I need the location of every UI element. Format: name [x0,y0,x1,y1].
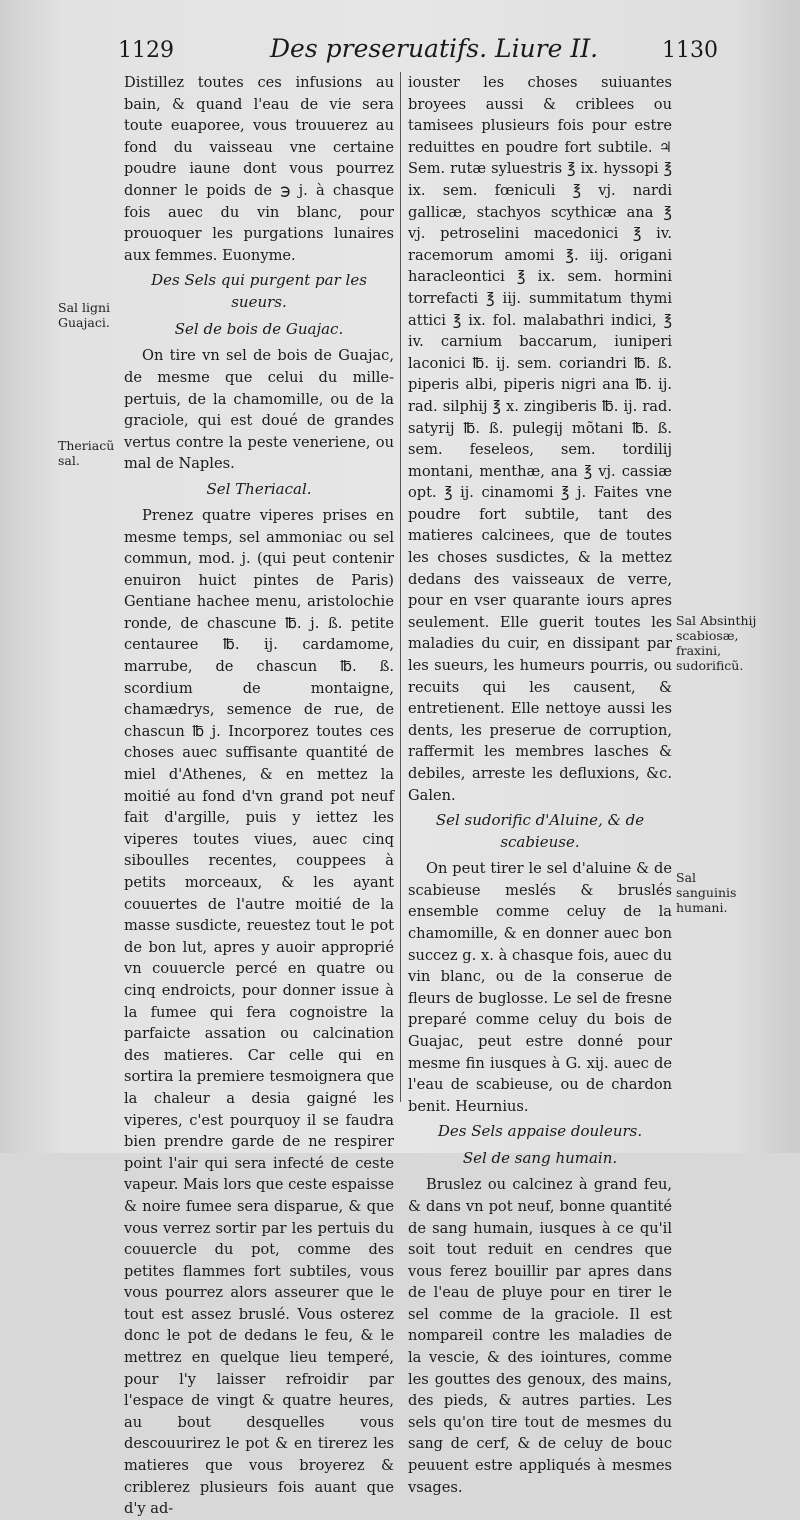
subheading-sel-guajac: Sel de bois de Guajac. [174,320,344,339]
margin-note-theriacal: Theriacũ sal. [58,438,115,468]
page-number-right: 1130 [662,38,718,63]
right-column [408,72,672,1498]
paragraph-recipe-continued: iouster les choses suiuantes broyees aussi & criblees ou tamisees plusieurs fois pour estre reduittes en poudre fort subtile. ♃ Sem. rutæ syluestris ℥ ix. hyssopi ℥ ix. sem. fœniculi ℥ vj. nardi gallicæ, stachyos scythicæ ana ℥ vj. petroselini macedonici ℥ iv. racemorum amomi ℥. iij. origani haracleontici ℥ ix. sem. hormini torrefacti ℥ iij. summitatum thymi attici ℥ ix. fol. malabathri indici, ℥ iv. carnium baccarum, iuniperi laconici ℔. ij. sem. coriandri ℔. ß. piperis albi, piperis nigri ana ℔. ij. rad. silphij ℥ x. zingiberis ℔. ij. rad. satyrij ℔. ß. pulegij mõtani ℔. ß. sem. feseleos, sem. tordilij montani, menthæ, ana ℥ vj. cassiæ opt. ℥ ij. cinamomi ℥ j. Faites vne poudre fort subtile, tant des matieres calcinees, que de toutes les choses susdictes, & la mettez dedans des vaisseaux de verre, pour en vser quarante iours apres seulement. Elle guerit toutes les maladies du cuir, en dissipant par les sueurs, les humeurs pourris, ou recuits qui les causent, & entretienent. Elle nettoye aussi les dents, les preserue de corruption, raffermit les membres lasches & debiles, arreste les defluxions, &c. Galen. [408,74,672,804]
paragraph-sel-sang: Bruslez ou calcinez à grand feu, & dans vn pot neuf, bonne quantité de sang humain, iusques à ce qu'il soit tout reduit en cendres que vous ferez bouillir par apres dans de l'eau de pluye pour en tirer le sel comme de la graciole. Il est nompareil contre les maladies de la vescie, & des iointures, comme les gouttes des genoux, des mains, des pieds, & autres parties. Les sels qu'on tire tout de mesmes du sang de cerf, & de celuy de bouc peuuent estre appliqués à mesmes vsages. [408,1176,672,1496]
paragraph-euonyme: Distillez toutes ces infusions au bain, & quand l'eau de vie sera toute euaporee, vous trouuerez au fond du vaisseau vne certaine poudre iaune dont vous pourrez donner le poids de ℈ j. à chasque fois auec du vin blanc, pour prouoquer les purgations lunaires aux femmes. Euonyme. [124,74,394,264]
left-column [124,72,394,1520]
subheading-sel-sang: Sel de sang humain. [462,1149,618,1168]
paragraph-sel-guajac: On tire vn sel de bois de Guajac, de mesme que celui du mille-pertuis, de la chamomille, ou de la graciole, qui est doué de grandes vertus contre la peste veneriene, ou mal de Naples. [124,347,394,473]
page-number-left: 1129 [118,38,174,63]
running-title: Des preseruatifs. Liure II. [270,34,599,63]
margin-note-absinthij: Sal Absinthij scabiosæ, fraxini, sudorificũ. [676,613,757,673]
section-heading-appaise-douleurs: Des Sels appaise douleurs. [437,1122,643,1141]
column-divider [400,72,401,1102]
margin-note-sanguinis: Sal sanguinis humani. [676,870,737,915]
subheading-sel-aluine: Sel sudorific d'Aluine, & de scabieuse. [435,811,645,852]
margin-note-guajac: Sal ligni Guajaci. [58,300,111,330]
running-header [118,34,718,68]
paragraph-sel-aluine: On peut tirer le sel d'aluine & de scabieuse meslés & bruslés ensemble comme celuy de la chamomille, & en donner auec bon succez g. x. à chasque fois, auec du vin blanc, ou de la conserue de fleurs de buglosse. Le sel de fresne preparé comme celuy du bois de Guajac, peut estre donné pour mesme fin iusques à G. xij. auec de l'eau de scabieuse, ou de chardon benit. Heurnius. [408,860,672,1115]
subheading-sel-theriacal: Sel Theriacal. [206,479,312,498]
section-heading-sels-sueurs: Des Sels qui purgent par les sueurs. [151,271,367,312]
paragraph-sel-theriacal: Prenez quatre viperes prises en mesme temps, sel ammoniac ou sel commun, mod. j. (qui peut contenir enuiron huict pintes de Paris) Gentiane hachee menu, aristolochie ronde, de chascune ℔. j. ß. petite centauree ℔. ij. cardamome, marrube, de chascun ℔. ß. scordium de montaigne, chamædrys, semence de rue, de chascun ℔ j. Incorporez toutes ces choses auec suffisante quantité de miel d'Athenes, & en mettez la moitié au fond d'vn grand pot neuf fait d'argille, puis y iettez les viperes toutes viues, auec cinq siboulles recentes, couppees à petits morceaux, & les ayant couuertes de l'autre moitié de la masse susdicte, reuestez tout le pot de bon lut, apres y auoir approprié vn couuercle percé en quatre ou cinq endroicts, pour donner issue à la fumee qui fera cognoistre la parfaicte assation ou calcination des matieres. Car celle qui en sortira la premiere tesmoignera que la chaleur a desia gaigné les viperes, c'est pourquoy il se faudra bien prendre garde de ne respirer point l'air qui sera infecté de ceste vapeur. Mais lors que ceste espaisse & noire fumee sera disparue, & que vous verrez sortir par les pertuis du couuercle du pot, comme des petites flammes fort subtiles, vous vous pourrez alors asseurer que le tout est assez bruslé. Vous osterez donc le pot de dedans le feu, & le mettrez en quelque lieu temperé, pour l'y laisser refroidir par l'espace de vingt & quatre heures, au bout desquelles vous descouurirez le pot & en tirerez les matieres que vous broyerez & criblerez plusieurs fois auant que d'y ad- [124,506,394,1518]
